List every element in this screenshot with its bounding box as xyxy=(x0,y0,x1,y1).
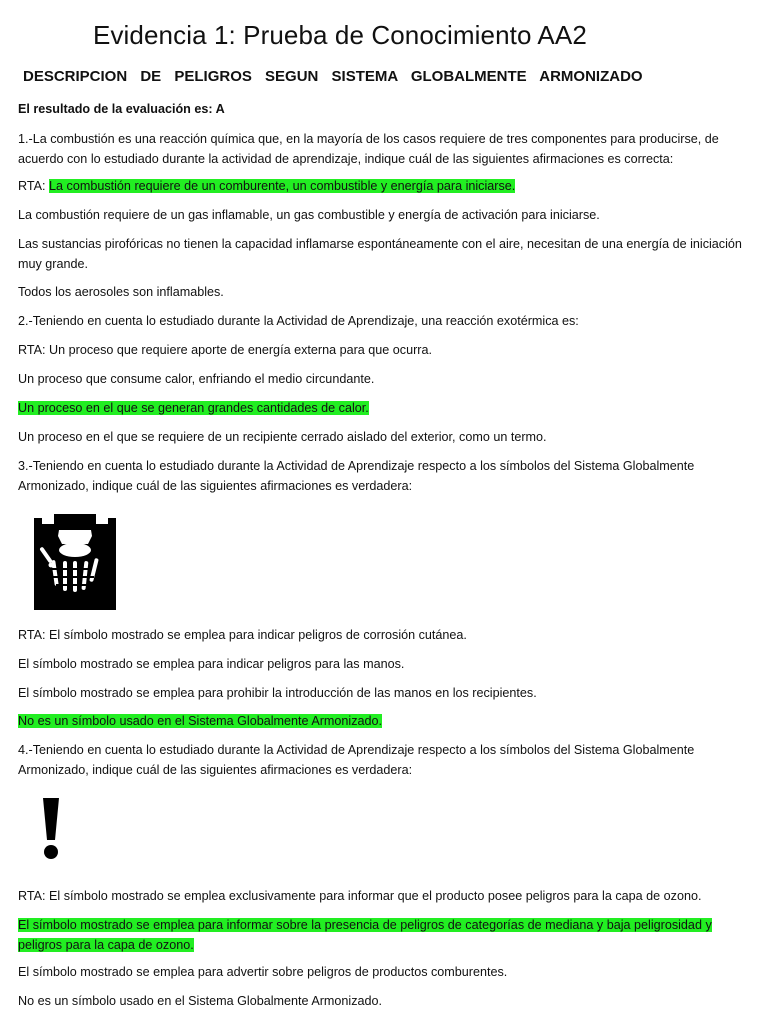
q4-option: No es un símbolo usado en el Sistema Globalmente Armonizado. xyxy=(18,994,383,1008)
q4-option: RTA: El símbolo mostrado se emplea exclusivamente para informar que el producto posee peligros para la capa de ozono. xyxy=(18,889,702,903)
q3-correct-answer: No es un símbolo usado en el Sistema Globalmente Armonizado. xyxy=(18,714,383,728)
q1-correct-answer: La combustión requiere de un comburente, un combustible y energía para iniciarse. xyxy=(49,179,516,193)
q2-correct-answer: Un proceso en el que se generan grandes cantidades de calor. xyxy=(18,401,369,415)
q1-option: Todos los aerosoles son inflamables. xyxy=(18,285,224,299)
q3-option: El símbolo mostrado se emplea para indicar peligros para las manos. xyxy=(18,657,405,671)
rta-label: RTA: xyxy=(18,179,50,193)
q2-option: Un proceso en el que se requiere de un recipiente cerrado aislado del exterior, como un termo. xyxy=(18,430,547,444)
question-2: 2.-Teniendo en cuenta lo estudiado durante la Actividad de Aprendizaje, una reacción exotérmica es: xyxy=(18,314,579,328)
q2-answer-line xyxy=(18,399,748,419)
q2-option: Un proceso que consume calor, enfriando el medio circundante. xyxy=(18,372,375,386)
question-4: 4.-Teniendo en cuenta lo estudiado durante la Actividad de Aprendizaje respecto a los símbolos del Sistema Globalmente Armonizado, indique cuál de las siguientes afirmaciones es verdadera: xyxy=(18,743,695,777)
q3-answer-line xyxy=(18,712,748,732)
section-subtitle: DESCRIPCION DE PELIGROS SEGUN SISTEMA GLOBALMENTE ARMONIZADO xyxy=(23,68,643,85)
q1-option: Las sustancias pirofóricas no tienen la capacidad inflamarse espontáneamente con el aire, necesitan de una energía de iniciación muy grande. xyxy=(18,237,742,271)
evaluation-result: El resultado de la evaluación es: A xyxy=(18,102,225,116)
page-title: Evidencia 1: Prueba de Conocimiento AA2 xyxy=(93,20,587,50)
question-1: 1.-La combustión es una reacción química que, en la mayoría de los casos requiere de tres componentes para producirse, de acuerdo con lo estudiado durante la actividad de aprendizaje, indique cuál de las siguientes afirmaciones es correcta: xyxy=(18,132,719,166)
q4-option: El símbolo mostrado se emplea para advertir sobre peligros de productos comburentes. xyxy=(18,965,508,979)
q2-option: RTA: Un proceso que requiere aporte de energía externa para que ocurra. xyxy=(18,343,432,357)
q3-option: RTA: El símbolo mostrado se emplea para indicar peligros de corrosión cutánea. xyxy=(18,628,467,642)
q4-correct-answer: El símbolo mostrado se emplea para informar sobre la presencia de peligros de categorías de mediana y baja peligrosidad y peligros para la capa de ozono. xyxy=(18,918,712,952)
question-3: 3.-Teniendo en cuenta lo estudiado durante la Actividad de Aprendizaje respecto a los símbolos del Sistema Globalmente Armonizado, indique cuál de las siguientes afirmaciones es verdadera: xyxy=(18,459,695,493)
q3-option: El símbolo mostrado se emplea para prohibir la introducción de las manos en los recipientes. xyxy=(18,686,537,700)
q4-answer-line xyxy=(18,916,748,955)
q1-option: La combustión requiere de un gas inflamable, un gas combustible y energía de activación para iniciarse. xyxy=(18,208,600,222)
q1-answer-line xyxy=(18,177,748,197)
exclamation-icon xyxy=(38,796,64,862)
corrosion-hand-icon xyxy=(32,510,118,612)
